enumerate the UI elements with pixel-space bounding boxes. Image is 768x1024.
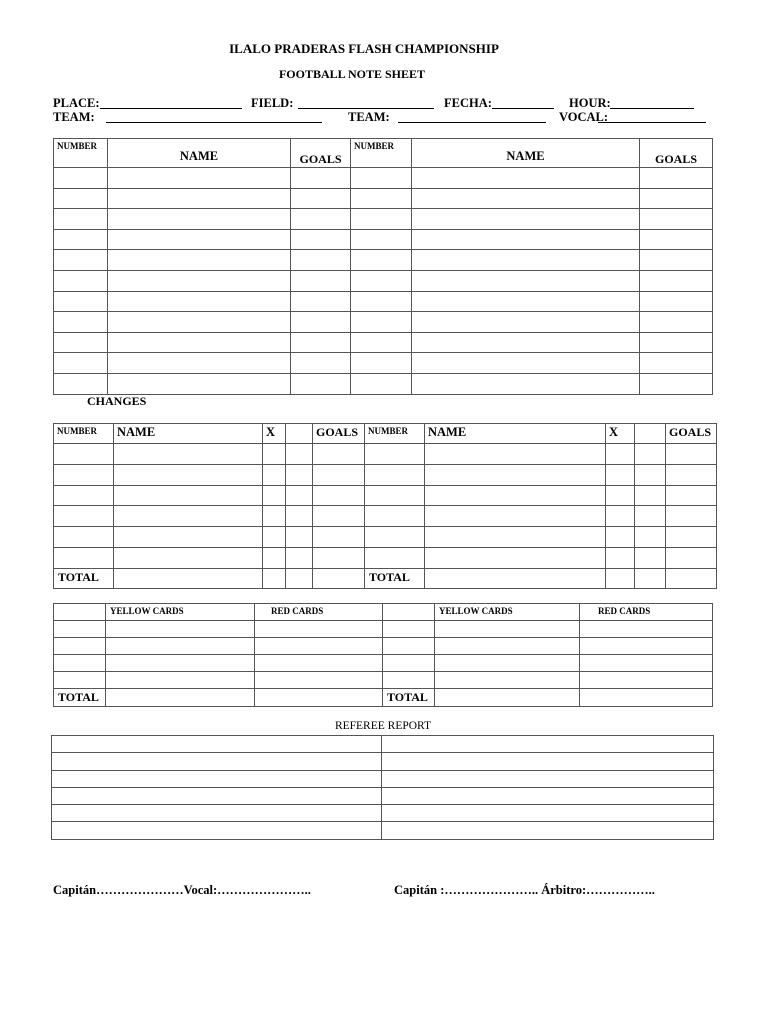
table-cell[interactable] [412, 270, 640, 291]
players-table [53, 138, 713, 395]
table-cell[interactable] [52, 822, 382, 839]
table-cell[interactable] [54, 312, 108, 333]
table-row [54, 485, 717, 506]
table-cell[interactable] [286, 568, 313, 588]
table-cell[interactable] [313, 485, 365, 506]
table-cell[interactable] [435, 672, 580, 689]
table-row [54, 373, 713, 394]
place-line[interactable] [100, 108, 242, 109]
table-cell[interactable] [425, 485, 606, 506]
team-line-left[interactable] [106, 122, 322, 123]
table-cell[interactable] [263, 506, 286, 527]
table-cell[interactable] [412, 250, 640, 271]
table-cell[interactable] [606, 527, 635, 548]
table-cell[interactable] [263, 547, 286, 568]
table-cell[interactable] [606, 444, 635, 465]
table-cell[interactable] [412, 312, 640, 333]
table-cell[interactable] [263, 568, 286, 588]
table-cell[interactable] [412, 188, 640, 209]
changes-label: CHANGES [87, 394, 147, 408]
total-label: TOTAL [383, 689, 435, 707]
table-cell[interactable] [286, 464, 313, 485]
table-cell[interactable] [425, 464, 606, 485]
table-cell[interactable] [255, 689, 383, 707]
cards-blank-header-right [383, 604, 435, 621]
table-cell[interactable] [365, 506, 425, 527]
table-cell[interactable] [635, 506, 666, 527]
table-row [54, 527, 717, 548]
table-cell[interactable] [383, 672, 435, 689]
table-cell[interactable] [412, 373, 640, 394]
table-cell[interactable] [382, 805, 714, 822]
table-row [54, 353, 713, 374]
table-row [54, 291, 713, 312]
changes-name-header-left: NAME [114, 424, 263, 444]
table-cell[interactable] [435, 655, 580, 672]
table-cell[interactable] [108, 209, 291, 230]
red-cards-header-right: RED CARDS [580, 604, 713, 621]
table-cell[interactable] [291, 332, 351, 353]
table-cell[interactable] [313, 444, 365, 465]
table-cell[interactable] [114, 568, 263, 588]
table-cell[interactable] [425, 444, 606, 465]
team-label-right: TEAM: [348, 110, 390, 124]
total-row [54, 568, 717, 588]
changes-number-header-right: NUMBER [365, 424, 425, 444]
table-cell[interactable] [351, 291, 412, 312]
table-cell[interactable] [108, 373, 291, 394]
table-cell[interactable] [291, 373, 351, 394]
table-cell[interactable] [383, 655, 435, 672]
table-cell[interactable] [580, 621, 713, 638]
table-cell[interactable] [54, 270, 108, 291]
table-cell[interactable] [425, 527, 606, 548]
table-cell[interactable] [640, 229, 713, 250]
changes-blank-header-left [286, 424, 313, 444]
table-cell[interactable] [54, 638, 106, 655]
table-cell[interactable] [108, 353, 291, 374]
table-row [54, 250, 713, 271]
table-cell[interactable] [106, 689, 255, 707]
table-cell[interactable] [313, 568, 365, 588]
table-row [54, 229, 713, 250]
table-cell[interactable] [412, 291, 640, 312]
table-cell[interactable] [114, 506, 263, 527]
table-cell[interactable] [108, 332, 291, 353]
signature-captain-vocal: Capitán…………………Vocal:………………….. [53, 883, 311, 897]
changes-goals-header-left: GOALS [313, 424, 365, 444]
table-row [54, 444, 717, 465]
name-header-right: NAME [412, 139, 640, 168]
table-cell[interactable] [255, 621, 383, 638]
table-cell[interactable] [435, 689, 580, 707]
table-cell[interactable] [54, 444, 114, 465]
table-cell[interactable] [54, 485, 114, 506]
table-cell[interactable] [291, 312, 351, 333]
table-cell[interactable] [666, 547, 717, 568]
table-row [54, 270, 713, 291]
table-row [54, 638, 713, 655]
table-cell[interactable] [412, 209, 640, 230]
changes-name-header-right: NAME [425, 424, 606, 444]
table-cell[interactable] [412, 353, 640, 374]
table-cell[interactable] [255, 655, 383, 672]
number-header-left: NUMBER [54, 139, 108, 168]
table-cell[interactable] [54, 229, 108, 250]
table-cell[interactable] [263, 527, 286, 548]
table-cell[interactable] [666, 444, 717, 465]
table-cell[interactable] [286, 506, 313, 527]
team-line-right[interactable] [398, 122, 546, 123]
table-cell[interactable] [54, 188, 108, 209]
table-cell[interactable] [291, 270, 351, 291]
table-cell[interactable] [351, 209, 412, 230]
table-cell[interactable] [54, 547, 114, 568]
field-line[interactable] [298, 108, 434, 109]
table-cell[interactable] [255, 672, 383, 689]
table-cell[interactable] [580, 689, 713, 707]
table-row [54, 209, 713, 230]
table-cell[interactable] [114, 485, 263, 506]
table-cell[interactable] [635, 568, 666, 588]
table-cell[interactable] [640, 291, 713, 312]
table-cell[interactable] [52, 770, 382, 787]
table-cell[interactable] [255, 638, 383, 655]
table-cell[interactable] [286, 444, 313, 465]
table-row [52, 822, 714, 839]
table-cell[interactable] [580, 672, 713, 689]
table-cell[interactable] [54, 168, 108, 189]
table-cell[interactable] [291, 229, 351, 250]
table-cell[interactable] [412, 229, 640, 250]
table-cell[interactable] [54, 373, 108, 394]
table-cell[interactable] [666, 568, 717, 588]
table-row [52, 770, 714, 787]
changes-goals-header-right: GOALS [666, 424, 717, 444]
name-header-left: NAME [108, 139, 291, 168]
table-cell[interactable] [351, 312, 412, 333]
total-label: TOTAL [54, 568, 114, 588]
table-cell[interactable] [286, 527, 313, 548]
table-cell[interactable] [635, 464, 666, 485]
table-cell[interactable] [291, 209, 351, 230]
table-cell[interactable] [108, 250, 291, 271]
table-cell[interactable] [286, 485, 313, 506]
table-cell[interactable] [365, 444, 425, 465]
table-row [52, 787, 714, 804]
changes-blank-header-right [635, 424, 666, 444]
changes-table [53, 423, 717, 589]
table-cell[interactable] [351, 250, 412, 271]
table-row [52, 736, 714, 753]
table-cell[interactable] [54, 353, 108, 374]
table-cell[interactable] [351, 188, 412, 209]
table-cell[interactable] [640, 353, 713, 374]
table-cell[interactable] [435, 621, 580, 638]
table-cell[interactable] [606, 464, 635, 485]
table-cell[interactable] [114, 547, 263, 568]
table-cell[interactable] [54, 209, 108, 230]
changes-number-header-left: NUMBER [54, 424, 114, 444]
table-row [52, 805, 714, 822]
signature-captain-referee: Capitán :………………….. Árbitro:…………….. [394, 883, 655, 897]
table-cell[interactable] [313, 506, 365, 527]
table-cell[interactable] [606, 547, 635, 568]
table-cell[interactable] [108, 168, 291, 189]
table-cell[interactable] [382, 770, 714, 787]
table-cell[interactable] [640, 250, 713, 271]
table-row [54, 168, 713, 189]
table-cell[interactable] [52, 753, 382, 770]
table-cell[interactable] [640, 188, 713, 209]
table-cell[interactable] [666, 506, 717, 527]
table-row [54, 312, 713, 333]
table-cell[interactable] [365, 485, 425, 506]
table-cell[interactable] [114, 444, 263, 465]
table-row [54, 188, 713, 209]
table-cell[interactable] [412, 168, 640, 189]
table-cell[interactable] [351, 353, 412, 374]
table-cell[interactable] [54, 672, 106, 689]
table-cell[interactable] [108, 188, 291, 209]
total-row [54, 689, 713, 707]
table-cell[interactable] [365, 527, 425, 548]
table-cell[interactable] [54, 250, 108, 271]
table-cell[interactable] [108, 312, 291, 333]
table-cell[interactable] [291, 188, 351, 209]
table-cell[interactable] [291, 353, 351, 374]
table-cell[interactable] [351, 373, 412, 394]
table-cell[interactable] [54, 655, 106, 672]
goals-header-right: GOALS [640, 139, 713, 168]
table-cell[interactable] [640, 168, 713, 189]
page-subtitle: FOOTBALL NOTE SHEET [278, 67, 426, 81]
table-cell[interactable] [382, 753, 714, 770]
table-cell[interactable] [106, 655, 255, 672]
table-cell[interactable] [666, 485, 717, 506]
table-cell[interactable] [412, 332, 640, 353]
table-cell[interactable] [351, 332, 412, 353]
table-cell[interactable] [54, 621, 106, 638]
table-cell[interactable] [313, 464, 365, 485]
table-row [54, 506, 717, 527]
referee-table [51, 735, 714, 840]
goals-header-left: GOALS [291, 139, 351, 168]
table-cell[interactable] [52, 787, 382, 804]
table-cell[interactable] [606, 485, 635, 506]
vocal-label: VOCAL: [559, 110, 609, 124]
table-cell[interactable] [425, 568, 606, 588]
table-cell[interactable] [635, 547, 666, 568]
hour-line[interactable] [610, 108, 694, 109]
total-label: TOTAL [54, 689, 106, 707]
table-cell[interactable] [263, 464, 286, 485]
table-cell[interactable] [666, 464, 717, 485]
table-cell[interactable] [382, 822, 714, 839]
table-cell[interactable] [313, 527, 365, 548]
table-cell[interactable] [640, 209, 713, 230]
field-label: FIELD: [251, 96, 294, 110]
table-cell[interactable] [383, 638, 435, 655]
total-label: TOTAL [365, 568, 425, 588]
table-cell[interactable] [640, 312, 713, 333]
table-cell[interactable] [52, 805, 382, 822]
table-cell[interactable] [580, 655, 713, 672]
fecha-line[interactable] [492, 108, 554, 109]
table-cell[interactable] [291, 291, 351, 312]
table-cell[interactable] [106, 638, 255, 655]
table-cell[interactable] [52, 736, 382, 753]
cards-blank-header-left [54, 604, 106, 621]
table-row [54, 547, 717, 568]
number-header-right: NUMBER [351, 139, 412, 168]
table-cell[interactable] [106, 621, 255, 638]
table-cell[interactable] [435, 638, 580, 655]
table-cell[interactable] [54, 464, 114, 485]
table-cell[interactable] [365, 464, 425, 485]
table-cell[interactable] [291, 250, 351, 271]
table-cell[interactable] [365, 547, 425, 568]
table-cell[interactable] [640, 270, 713, 291]
table-cell[interactable] [54, 527, 114, 548]
table-cell[interactable] [383, 621, 435, 638]
table-row [54, 672, 713, 689]
place-label: PLACE: [53, 96, 100, 110]
table-cell[interactable] [108, 291, 291, 312]
cards-table [53, 603, 713, 707]
hour-label: HOUR: [569, 96, 611, 110]
table-cell[interactable] [425, 547, 606, 568]
table-cell[interactable] [382, 787, 714, 804]
table-cell[interactable] [286, 547, 313, 568]
table-cell[interactable] [54, 291, 108, 312]
table-cell[interactable] [291, 168, 351, 189]
table-cell[interactable] [106, 672, 255, 689]
table-cell[interactable] [640, 373, 713, 394]
table-cell[interactable] [635, 527, 666, 548]
table-row [54, 332, 713, 353]
table-cell[interactable] [351, 270, 412, 291]
table-cell[interactable] [313, 547, 365, 568]
table-row [52, 753, 714, 770]
red-cards-header-left: RED CARDS [255, 604, 383, 621]
changes-x-header-right: X [606, 424, 635, 444]
table-cell[interactable] [606, 568, 635, 588]
table-cell[interactable] [640, 332, 713, 353]
team-label-left: TEAM: [53, 110, 95, 124]
table-row [54, 655, 713, 672]
table-row [54, 621, 713, 638]
table-cell[interactable] [425, 506, 606, 527]
table-cell[interactable] [351, 168, 412, 189]
referee-report-label: REFEREE REPORT [334, 720, 432, 732]
table-cell[interactable] [580, 638, 713, 655]
table-cell[interactable] [606, 506, 635, 527]
changes-x-header-left: X [263, 424, 286, 444]
table-cell[interactable] [666, 527, 717, 548]
table-cell[interactable] [635, 444, 666, 465]
fecha-label: FECHA: [444, 96, 492, 110]
table-cell[interactable] [114, 527, 263, 548]
table-cell[interactable] [108, 270, 291, 291]
yellow-cards-header-left: YELLOW CARDS [106, 604, 255, 621]
table-cell[interactable] [114, 464, 263, 485]
page-title: ILALO PRADERAS FLASH CHAMPIONSHIP [229, 41, 499, 56]
table-cell[interactable] [263, 444, 286, 465]
vocal-line[interactable] [598, 122, 706, 123]
table-cell[interactable] [351, 229, 412, 250]
yellow-cards-header-right: YELLOW CARDS [435, 604, 580, 621]
table-cell[interactable] [635, 485, 666, 506]
table-row [54, 464, 717, 485]
table-cell[interactable] [108, 229, 291, 250]
table-cell[interactable] [54, 506, 114, 527]
table-cell[interactable] [54, 332, 108, 353]
table-cell[interactable] [263, 485, 286, 506]
table-cell[interactable] [382, 736, 714, 753]
